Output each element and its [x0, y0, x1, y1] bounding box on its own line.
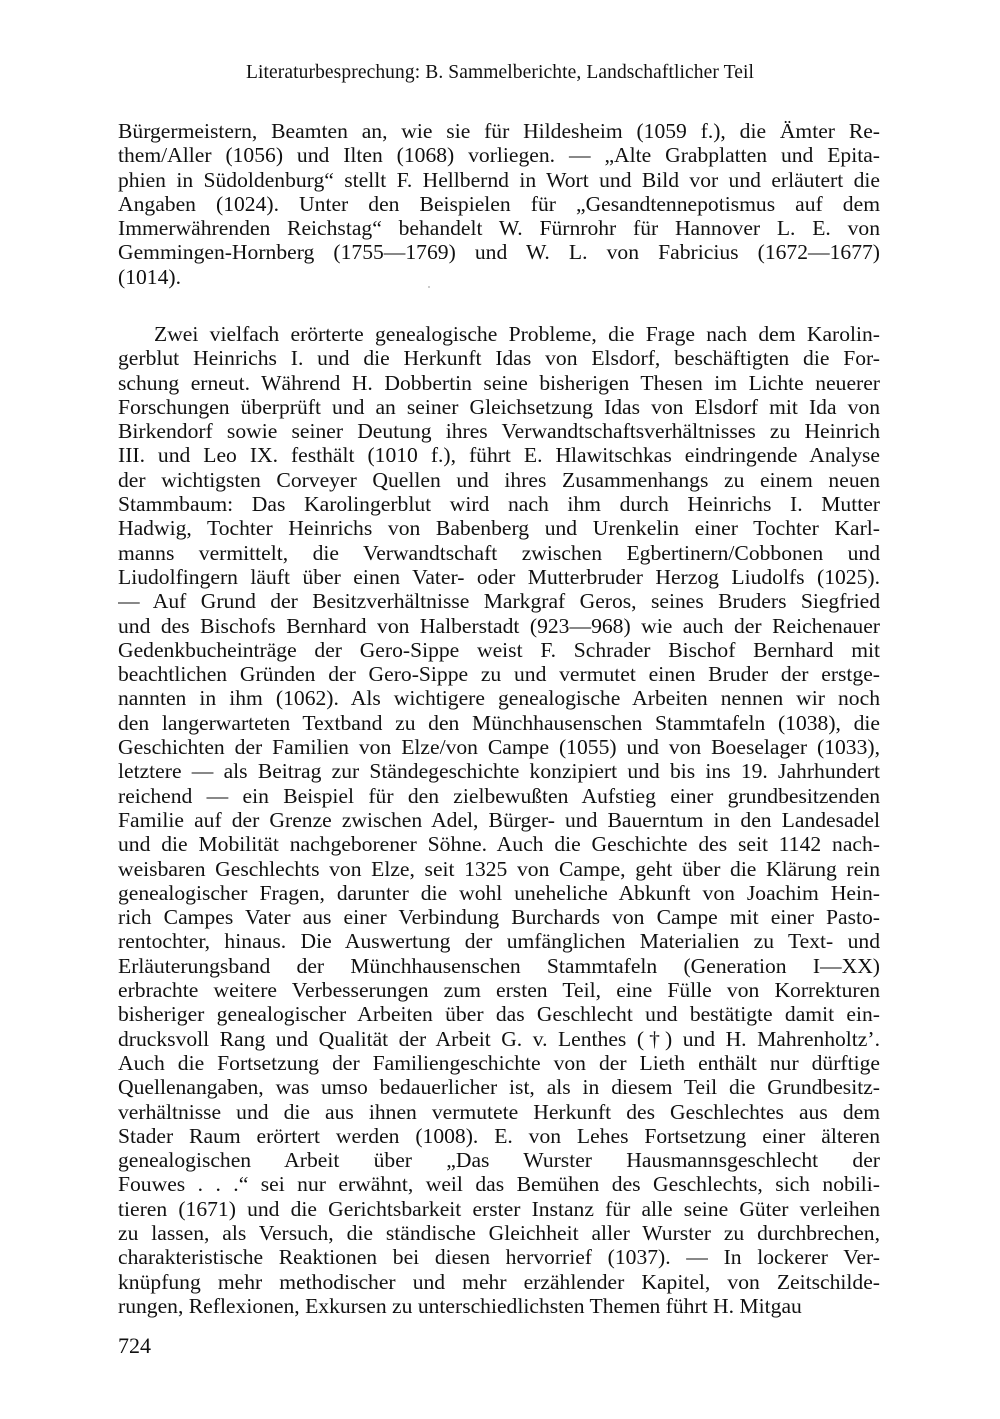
text-line: Gedenkbucheinträge der Gero-Sippe weist F. Schrader Bischof Bernhard mit [118, 637, 880, 662]
text-line: verhältnisse und die aus ihnen vermutete Herkunft des Geschlechtes aus dem [118, 1099, 880, 1124]
text-line: tieren (1671) und die Gerichtsbarkeit erster Instanz für alle seine Güter verleihen [118, 1196, 880, 1221]
text-line: und die Mobilität nachgeborener Söhne. Auch die Geschichte des seit 1142 nach- [118, 832, 880, 857]
text-line: weisbaren Geschlechts von Elze, seit 1325 von Campe, geht über die Klärung rein [118, 856, 880, 881]
text-line: reichend — ein Beispiel für den zielbewußten Aufstieg einer grundbesitzenden [118, 783, 880, 808]
text-line: rentochter, hinaus. Die Auswertung der umfänglichen Materialien zu Text- und [118, 929, 880, 954]
text-line: phien in Südoldenburg“ stellt F. Hellbernd in Wort und Bild vor und erläutert die [118, 167, 880, 192]
text-line: genealogischer Fragen, darunter die wohl uneheliche Abkunft von Joachim Hein- [118, 880, 880, 905]
text-line: Auch die Fortsetzung der Familiengeschichte von der Lieth enthält nur dürftige [118, 1050, 880, 1075]
paragraph-genealogy [118, 322, 880, 1318]
text-line: Immerwährenden Reichstag“ behandelt W. Fürnrohr für Hannover L. E. von [118, 216, 880, 241]
text-line: (1014). [118, 264, 181, 289]
running-head: Literaturbesprechung: B. Sammelberichte, Landschaftlicher Teil [245, 62, 755, 83]
text-line: — Auf Grund der Besitzverhältnisse Markgraf Geros, seines Bruders Siegfried [118, 589, 880, 614]
text-line: Familie auf der Grenze zwischen Adel, Bürger- und Bauerntum in den Landesadel [118, 807, 880, 832]
text-line: nannten in ihm (1062). Als wichtigere genealogische Arbeiten nennen wir noch [118, 686, 880, 711]
text-line: drucksvoll Rang und Qualität der Arbeit G. v. Lenthes (†) und H. Mahrenholtz’. [118, 1026, 880, 1051]
text-line: Zwei vielfach erörterte genealogische Probleme, die Frage nach dem Karolin- [154, 322, 880, 346]
text-line: III. und Leo IX. festhält (1010 f.), führt E. Hlawitschkas eindringende Analyse [118, 443, 880, 468]
text-line: schung erneut. Während H. Dobbertin seine bisherigen Thesen im Lichte neuerer [118, 370, 880, 395]
text-line: Angaben (1024). Unter den Beispielen für „Gesandtennepotismus auf dem [118, 191, 880, 216]
text-line: erbrachte weitere Verbesserungen zum ersten Teil, eine Fülle von Korrekturen [118, 978, 880, 1003]
text-line: Liudolfingern läuft über einen Vater- oder Mutterbruder Herzog Liudolfs (1025). [118, 564, 880, 589]
text-line: Fouwes . . .“ sei nur erwähnt, weil das Bemühen des Geschlechts, sich nobili- [118, 1172, 880, 1197]
page-number: 724 [118, 1333, 151, 1358]
paper-speck [428, 286, 430, 288]
text-line: them/Aller (1056) und Ilten (1068) vorliegen. — „Alte Grabplatten und Epita- [118, 143, 880, 168]
text-line: rungen, Reflexionen, Exkursen zu unterschiedlichsten Themen führt H. Mitgau [118, 1293, 802, 1318]
text-line: und des Bischofs Bernhard von Halberstadt (923—968) wie auch der Reichenauer [118, 613, 880, 638]
text-line: bisheriger genealogischer Arbeiten über das Geschlecht und bestätigte damit ein- [118, 1002, 880, 1027]
paragraph-continuation [118, 119, 880, 289]
text-line: genealogischen Arbeit über „Das Wurster Hausmannsgeschlecht der [118, 1148, 880, 1173]
text-line: Hadwig, Tochter Heinrichs von Babenberg und Urenkelin einer Tochter Karl- [118, 516, 880, 541]
text-line: den langerwarteten Textband zu den Münchhausenschen Stammtafeln (1038), die [118, 710, 880, 735]
text-line: zu lassen, als Versuch, die ständische Gleichheit aller Wurster zu durchbrechen, [118, 1220, 880, 1245]
text-line: knüpfung mehr methodischer und mehr erzählender Kapitel, von Zeitschilde- [118, 1269, 880, 1294]
text-line: Bürgermeistern, Beamten an, wie sie für Hildesheim (1059 f.), die Ämter Re- [118, 119, 880, 143]
text-line: Geschichten der Familien von Elze/von Campe (1055) und von Boeselager (1033), [118, 735, 880, 760]
text-line: Birkendorf sowie seiner Deutung ihres Verwandtschaftsverhältnisses zu Heinrich [118, 419, 880, 444]
text-line: der wichtigsten Corveyer Quellen und ihres Zusammenhangs zu einem neuen [118, 467, 880, 492]
text-line: Gemmingen-Hornberg (1755—1769) und W. L. von Fabricius (1672—1677) [118, 240, 880, 265]
text-line: letztere — als Beitrag zur Ständegeschichte konzipiert und bis ins 19. Jahrhundert [118, 759, 880, 784]
text-line: gerblut Heinrichs I. und die Herkunft Idas von Elsdorf, beschäftigten die For- [118, 346, 880, 371]
text-line: manns vermittelt, die Verwandtschaft zwischen Egbertinern/Cobbonen und [118, 540, 880, 565]
text-line: Stammbaum: Das Karolingerblut wird nach ihm durch Heinrichs I. Mutter [118, 492, 880, 517]
text-line: charakteristische Reaktionen bei diesen hervorrief (1037). — In lockerer Ver- [118, 1245, 880, 1270]
text-line: Erläuterungsband der Münchhausenschen Stammtafeln (Generation I—XX) [118, 953, 880, 978]
text-line: rich Campes Vater aus einer Verbindung Burchards von Campe mit einer Pasto- [118, 905, 880, 930]
text-line: beachtlichen Gründen der Gero-Sippe zu und vermutet einen Bruder der erstge- [118, 662, 880, 687]
text-line: Forschungen überprüft und an seiner Gleichsetzung Idas von Elsdorf mit Ida von [118, 394, 880, 419]
text-line: Quellenangaben, was umso bedauerlicher ist, als in diesem Teil die Grundbesitz- [118, 1075, 880, 1100]
text-line: Stader Raum erörtert werden (1008). E. von Lehes Fortsetzung einer älteren [118, 1123, 880, 1148]
